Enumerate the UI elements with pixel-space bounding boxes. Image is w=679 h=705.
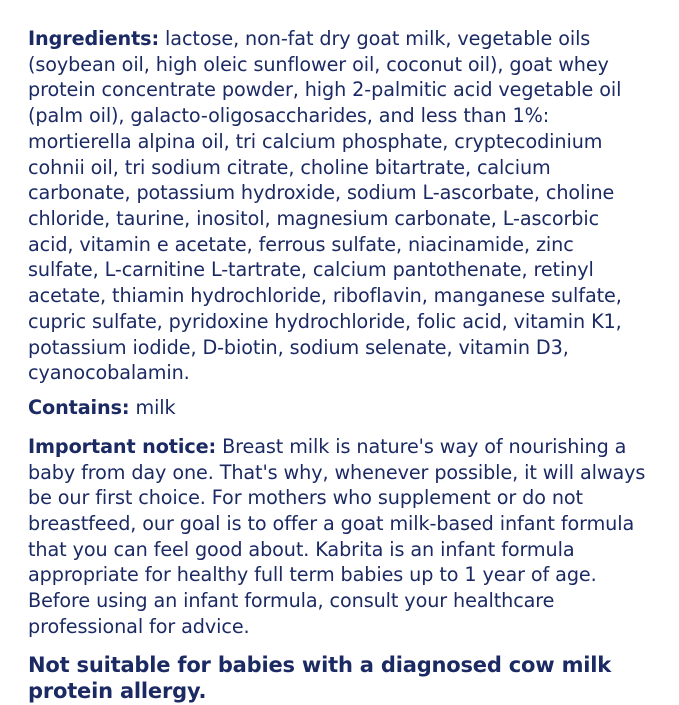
important-notice-text: Breast milk is nature's way of nourishing a baby from day one. That's why, whenever possible, it will always be our first choice. For mothers who supplement or do not breastfeed, our goal is to offer a goat milk-based infant formula that you can feel good about. Kabrita is an infant formula appropriate for healthy full term babies up to 1 year of age. Before using an infant formula, consult your healthcare professional for advice. bbox=[28, 434, 646, 638]
ingredients-paragraph bbox=[28, 26, 649, 386]
important-notice-label: Important notice: bbox=[28, 434, 217, 458]
allergy-warning: Not suitable for babies with a diagnosed cow milk protein allergy. bbox=[28, 652, 612, 704]
contains-text: milk bbox=[129, 396, 176, 420]
ingredients-text: lactose, non-fat dry goat milk, vegetable oils (soybean oil, high oleic sunflower oil, coconut oil), goat whey protein concentrate powder, high 2-palmitic acid vegetable oil (palm oil), galacto-oligosaccharides, and less than 1%: mortierella alpina oil, tri calcium phosphate, cryptecodinium cohnii oil, tri sodium citrate, choline bitartrate, calcium carbonate, potassium hydroxide, sodium L-ascorbate, choline chloride, taurine, inositol, magnesium carbonate, L-ascorbic acid, vitamin e acetate, ferrous sulfate, niacinamide, zinc sulfate, L-carnitine L-tartrate, calcium pantothenate, retinyl acetate, thiamin hydrochloride, riboflavin, manganese sulfate, cupric sulfate, pyridoxine hydrochloride, folic acid, vitamin K1, potassium iodide, D-biotin, sodium selenate, vitamin D3, cyanocobalamin. bbox=[28, 27, 622, 385]
ingredients-label: Ingredients: bbox=[28, 27, 160, 50]
contains-label: Contains: bbox=[28, 396, 130, 420]
contains-paragraph bbox=[28, 395, 649, 421]
important-notice-paragraph bbox=[28, 434, 649, 640]
